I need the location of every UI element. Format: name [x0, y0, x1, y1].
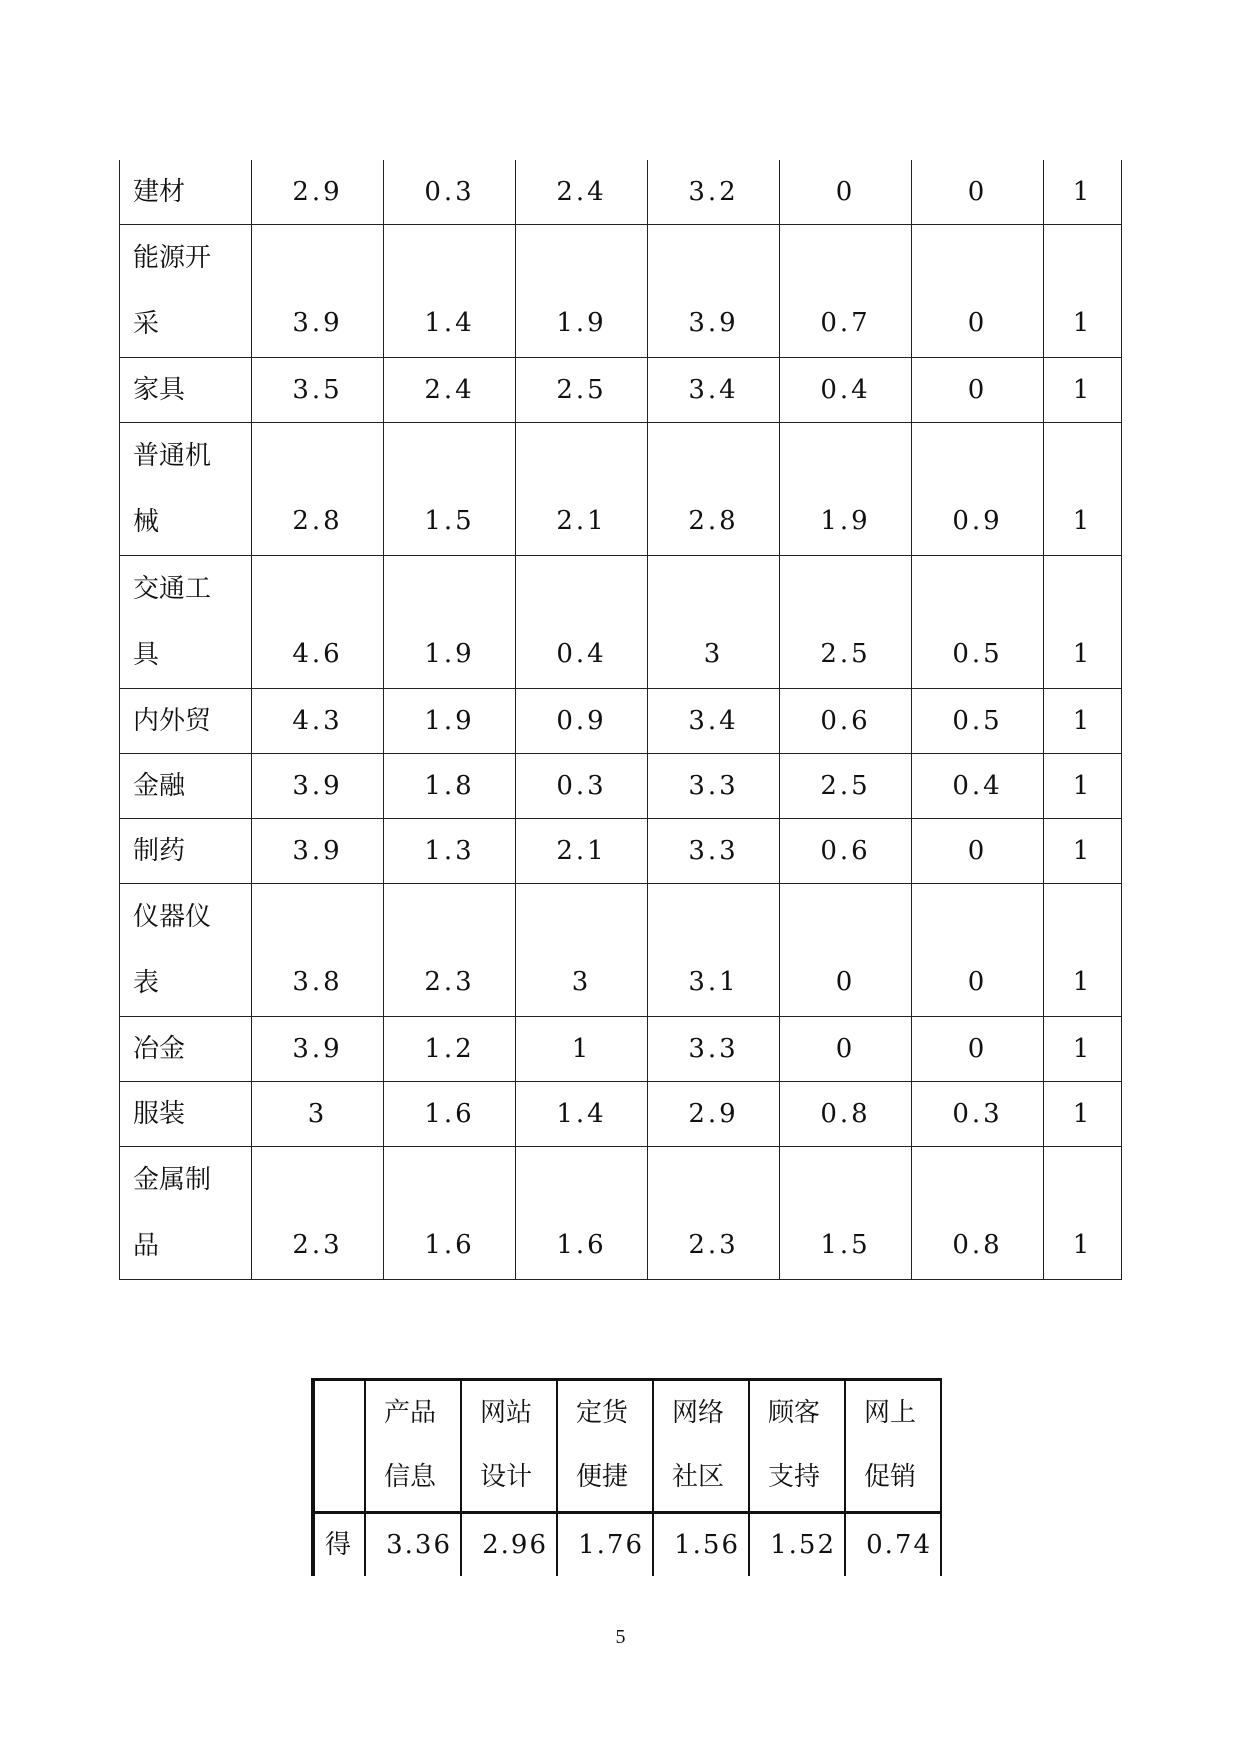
score-cell — [648, 1147, 780, 1280]
score-value: 1.6 — [424, 1099, 475, 1129]
score-cell — [912, 1082, 1044, 1147]
category-score-cell — [749, 1513, 845, 1577]
table-row — [120, 819, 1122, 884]
score-value: 2.1 — [556, 506, 607, 536]
score-cell — [516, 423, 648, 556]
industry-name: 家具 — [133, 375, 186, 405]
score-cell — [516, 884, 648, 1017]
score-value: 3.8 — [292, 967, 343, 997]
score-value: 3 — [571, 967, 592, 997]
score-value: 1.5 — [424, 506, 475, 536]
score-cell — [384, 556, 516, 689]
score-cell — [648, 160, 780, 225]
score-value: 1 — [1072, 706, 1093, 736]
score-value: 2.4 — [424, 375, 475, 405]
score-cell — [516, 1017, 648, 1082]
score-value: 0.7 — [820, 308, 871, 338]
industry-name: 金属制 — [133, 1165, 212, 1195]
score-cell — [648, 225, 780, 358]
score-cell — [780, 1017, 912, 1082]
category-score-cell — [653, 1513, 749, 1577]
score-value: 0 — [967, 375, 988, 405]
score-cell — [1044, 754, 1122, 819]
score-cell — [1044, 556, 1122, 689]
industry-name: 品 — [133, 1231, 160, 1261]
score-value: 2.4 — [556, 177, 607, 207]
category-score-label-cell — [313, 1513, 365, 1577]
score-value: 1.3 — [424, 836, 475, 866]
score-cell — [516, 358, 648, 423]
score-value: 3.4 — [688, 706, 739, 736]
category-header-cell — [557, 1380, 653, 1513]
score-cell — [648, 556, 780, 689]
score-cell — [516, 225, 648, 358]
category-header: 设计 — [480, 1462, 533, 1492]
table-row — [120, 1017, 1122, 1082]
score-cell — [384, 225, 516, 358]
category-header: 社区 — [672, 1462, 725, 1492]
category-header: 顾客 — [768, 1398, 821, 1428]
score-value: 0.3 — [952, 1099, 1003, 1129]
score-cell — [384, 884, 516, 1017]
industry-name-cell — [120, 1082, 252, 1147]
industry-name-cell — [120, 884, 252, 1017]
score-cell — [384, 423, 516, 556]
score-value: 3.3 — [688, 836, 739, 866]
score-cell — [780, 754, 912, 819]
score-value: 0.4 — [820, 375, 871, 405]
score-cell — [252, 556, 384, 689]
score-cell — [912, 423, 1044, 556]
category-score-label: 得 — [325, 1530, 352, 1560]
score-value: 3.3 — [688, 1034, 739, 1064]
score-value: 2.5 — [820, 771, 871, 801]
score-cell — [648, 884, 780, 1017]
score-cell — [780, 1147, 912, 1280]
industry-score-table — [119, 160, 1122, 1280]
industry-score-table-body — [120, 160, 1122, 1280]
category-score-value: 1.56 — [674, 1530, 740, 1560]
table-row — [120, 556, 1122, 689]
score-cell — [1044, 884, 1122, 1017]
score-value: 2.8 — [688, 506, 739, 536]
score-value: 3.9 — [688, 308, 739, 338]
industry-name-cell — [120, 1017, 252, 1082]
score-cell — [252, 225, 384, 358]
score-value: 0 — [835, 967, 856, 997]
score-cell — [912, 884, 1044, 1017]
score-cell — [516, 160, 648, 225]
table-row — [120, 358, 1122, 423]
score-value: 1.2 — [424, 1034, 475, 1064]
score-value: 1.8 — [424, 771, 475, 801]
score-value: 0.4 — [952, 771, 1003, 801]
industry-name-cell — [120, 358, 252, 423]
score-cell — [780, 689, 912, 754]
category-header-cell — [653, 1380, 749, 1513]
score-cell — [384, 1147, 516, 1280]
score-cell — [516, 1147, 648, 1280]
score-cell — [252, 819, 384, 884]
score-cell — [384, 819, 516, 884]
category-header: 便捷 — [576, 1462, 629, 1492]
score-value: 2.1 — [556, 836, 607, 866]
score-cell — [384, 1017, 516, 1082]
industry-name: 制药 — [133, 836, 186, 866]
score-value: 4.3 — [292, 706, 343, 736]
industry-name: 服装 — [133, 1099, 186, 1129]
score-value: 2.5 — [556, 375, 607, 405]
score-value: 0.3 — [556, 771, 607, 801]
table-row — [120, 1082, 1122, 1147]
score-value: 2.8 — [292, 506, 343, 536]
category-header: 产品 — [384, 1398, 437, 1428]
industry-name-cell — [120, 160, 252, 225]
score-cell — [1044, 689, 1122, 754]
score-value: 3 — [307, 1099, 328, 1129]
score-value: 2.9 — [292, 177, 343, 207]
category-header-cell — [749, 1380, 845, 1513]
score-cell — [252, 884, 384, 1017]
score-cell — [912, 225, 1044, 358]
score-value: 3.2 — [688, 177, 739, 207]
score-value: 1 — [1072, 375, 1093, 405]
score-value: 0.3 — [424, 177, 475, 207]
score-value: 1.5 — [820, 1230, 871, 1260]
score-value: 3.9 — [292, 308, 343, 338]
score-value: 1 — [1072, 639, 1093, 669]
score-value: 0.8 — [820, 1099, 871, 1129]
score-cell — [384, 689, 516, 754]
category-score-cell — [365, 1513, 461, 1577]
score-cell — [1044, 423, 1122, 556]
table-row — [120, 754, 1122, 819]
score-cell — [648, 819, 780, 884]
score-value: 1 — [571, 1034, 592, 1064]
score-value: 1 — [1072, 177, 1093, 207]
category-header-cell — [365, 1380, 461, 1513]
score-cell — [516, 689, 648, 754]
table-row — [120, 423, 1122, 556]
score-value: 1.6 — [556, 1230, 607, 1260]
score-cell — [252, 358, 384, 423]
table-row — [120, 1147, 1122, 1280]
category-header: 网站 — [480, 1398, 533, 1428]
industry-name-cell — [120, 689, 252, 754]
score-cell — [912, 160, 1044, 225]
score-cell — [648, 1082, 780, 1147]
score-value: 2.3 — [424, 967, 475, 997]
score-cell — [912, 689, 1044, 754]
score-value: 1.4 — [424, 308, 475, 338]
score-value: 0 — [835, 1034, 856, 1064]
score-value: 3 — [703, 639, 724, 669]
score-cell — [1044, 1147, 1122, 1280]
score-value: 2.9 — [688, 1099, 739, 1129]
score-cell — [1044, 225, 1122, 358]
category-score-cell — [461, 1513, 557, 1577]
table-row — [120, 160, 1122, 225]
score-value: 3.9 — [292, 771, 343, 801]
score-value: 1.9 — [424, 639, 475, 669]
score-cell — [780, 1082, 912, 1147]
category-header: 网络 — [672, 1398, 725, 1428]
score-cell — [384, 754, 516, 819]
score-value: 1.6 — [424, 1230, 475, 1260]
score-value: 3.4 — [688, 375, 739, 405]
score-cell — [648, 423, 780, 556]
category-score-cell — [845, 1513, 941, 1577]
industry-name-cell — [120, 754, 252, 819]
score-cell — [780, 556, 912, 689]
table-row — [120, 225, 1122, 358]
category-header: 定货 — [576, 1398, 629, 1428]
score-value: 0 — [835, 177, 856, 207]
score-cell — [252, 1147, 384, 1280]
category-header-corner — [313, 1380, 365, 1513]
score-cell — [780, 884, 912, 1017]
score-cell — [780, 423, 912, 556]
score-cell — [516, 819, 648, 884]
score-cell — [912, 819, 1044, 884]
score-value: 0.5 — [952, 706, 1003, 736]
category-score-value: 3.36 — [386, 1530, 452, 1560]
score-value: 0.6 — [820, 836, 871, 866]
score-cell — [384, 1082, 516, 1147]
industry-name: 采 — [133, 309, 160, 339]
score-value: 1 — [1072, 771, 1093, 801]
score-value: 2.3 — [292, 1230, 343, 1260]
score-cell — [384, 358, 516, 423]
score-value: 1 — [1072, 836, 1093, 866]
industry-name: 具 — [133, 640, 160, 670]
score-cell — [912, 358, 1044, 423]
score-cell — [780, 160, 912, 225]
industry-name: 普通机 — [133, 441, 212, 471]
score-value: 2.5 — [820, 639, 871, 669]
score-value: 4.6 — [292, 639, 343, 669]
score-cell — [1044, 819, 1122, 884]
score-cell — [912, 556, 1044, 689]
score-value: 1 — [1072, 1230, 1093, 1260]
industry-name-cell — [120, 556, 252, 689]
industry-name: 仪器仪 — [133, 902, 212, 932]
score-cell — [912, 1017, 1044, 1082]
score-cell — [780, 225, 912, 358]
industry-name: 内外贸 — [133, 706, 212, 736]
category-header-cell — [461, 1380, 557, 1513]
score-value: 0.8 — [952, 1230, 1003, 1260]
industry-name-cell — [120, 819, 252, 884]
category-header: 网上 — [864, 1398, 917, 1428]
industry-name: 能源开 — [133, 243, 212, 273]
score-value: 0.5 — [952, 639, 1003, 669]
score-value: 0.6 — [820, 706, 871, 736]
score-cell — [516, 556, 648, 689]
score-value: 3.9 — [292, 1034, 343, 1064]
industry-name: 金融 — [133, 771, 186, 801]
score-cell — [516, 754, 648, 819]
score-value: 3.3 — [688, 771, 739, 801]
category-header: 信息 — [384, 1462, 437, 1492]
industry-name-cell — [120, 225, 252, 358]
industry-name: 建材 — [133, 177, 186, 207]
score-cell — [780, 358, 912, 423]
industry-name: 械 — [133, 507, 160, 537]
score-value: 3.5 — [292, 375, 343, 405]
table-row — [120, 689, 1122, 754]
score-value: 1.9 — [556, 308, 607, 338]
category-score-value: 1.76 — [578, 1530, 644, 1560]
score-cell — [252, 423, 384, 556]
category-score-row — [313, 1513, 941, 1577]
score-value: 1 — [1072, 1099, 1093, 1129]
score-value: 1.4 — [556, 1099, 607, 1129]
score-value: 1 — [1072, 308, 1093, 338]
score-cell — [1044, 1082, 1122, 1147]
score-value: 0 — [967, 836, 988, 866]
score-cell — [252, 754, 384, 819]
score-value: 0 — [967, 1034, 988, 1064]
category-header-cell — [845, 1380, 941, 1513]
score-value: 0 — [967, 177, 988, 207]
category-score-value: 2.96 — [482, 1530, 548, 1560]
score-value: 1.9 — [820, 506, 871, 536]
score-value: 2.3 — [688, 1230, 739, 1260]
category-score-value: 1.52 — [770, 1530, 836, 1560]
score-cell — [1044, 358, 1122, 423]
score-value: 0 — [967, 308, 988, 338]
score-cell — [252, 1017, 384, 1082]
score-cell — [252, 689, 384, 754]
industry-name: 冶金 — [133, 1034, 186, 1064]
score-value: 0 — [967, 967, 988, 997]
industry-name: 交通工 — [133, 574, 212, 604]
score-value: 0.9 — [556, 706, 607, 736]
score-value: 3.1 — [688, 967, 739, 997]
score-cell — [252, 160, 384, 225]
score-value: 0.4 — [556, 639, 607, 669]
table-row — [120, 884, 1122, 1017]
score-cell — [912, 754, 1044, 819]
category-header-row — [313, 1380, 941, 1513]
industry-name-cell — [120, 1147, 252, 1280]
category-header: 促销 — [864, 1462, 917, 1492]
score-cell — [252, 1082, 384, 1147]
score-value: 1 — [1072, 506, 1093, 536]
industry-name-cell — [120, 423, 252, 556]
score-cell — [648, 754, 780, 819]
page-number: 5 — [615, 1626, 626, 1648]
category-header: 支持 — [768, 1462, 821, 1492]
category-score-cell — [557, 1513, 653, 1577]
score-cell — [648, 689, 780, 754]
score-value: 1 — [1072, 967, 1093, 997]
score-value: 3.9 — [292, 836, 343, 866]
score-cell — [648, 358, 780, 423]
score-value: 1.9 — [424, 706, 475, 736]
score-cell — [1044, 160, 1122, 225]
score-cell — [780, 819, 912, 884]
score-cell — [1044, 1017, 1122, 1082]
score-value: 1 — [1072, 1034, 1093, 1064]
category-score-table — [311, 1378, 942, 1576]
score-cell — [384, 160, 516, 225]
score-value: 0.9 — [952, 506, 1003, 536]
score-cell — [648, 1017, 780, 1082]
category-score-value: 0.74 — [866, 1530, 932, 1560]
score-cell — [912, 1147, 1044, 1280]
industry-name: 表 — [133, 968, 160, 998]
score-cell — [516, 1082, 648, 1147]
